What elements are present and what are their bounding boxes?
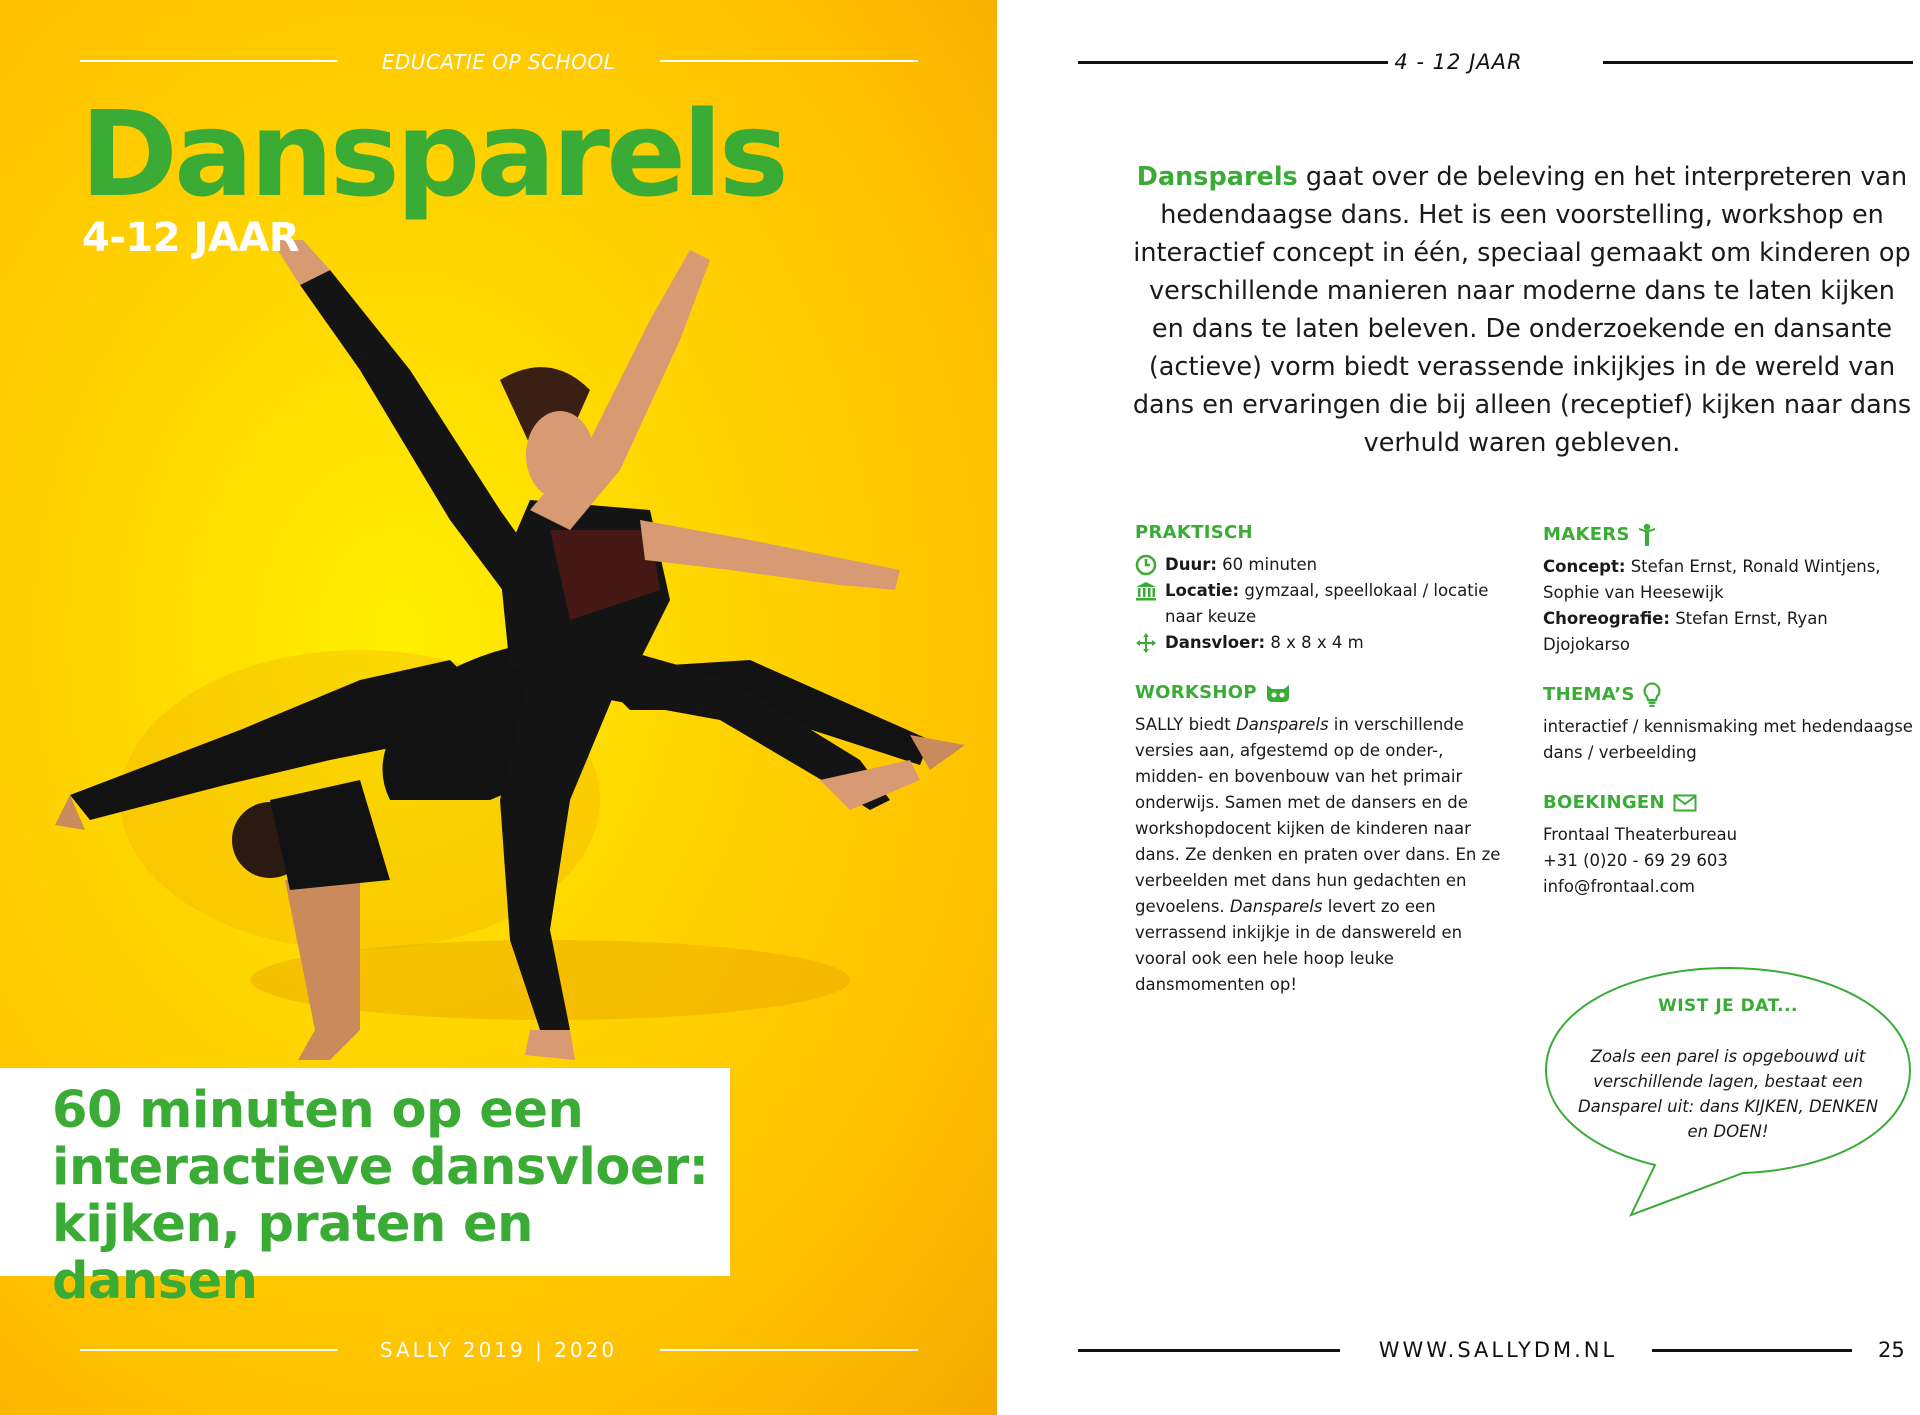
- heading-praktisch: PRAKTISCH: [1135, 522, 1253, 543]
- tagline-box: [0, 1068, 730, 1311]
- mask-icon: [1265, 683, 1291, 703]
- intro-text: gaat over de beleving en het interpreteren van hedendaagse dans. Het is een voorstelling, workshop en interactief concept in één, speciaal gemaakt om kinderen op verschillende manieren naar moderne dans te laten kijken en dans te laten beleven. De onderzoekende en dansante (actieve) vorm biedt verassende inkijkjes in de wereld van dans en ervaringen die bij alleen (receptief) kijken naar dans verhuld waren gebleven.: [1132, 162, 1912, 458]
- info-left-column: [1135, 520, 1505, 1022]
- age-subtitle: 4-12 JAAR: [82, 215, 300, 261]
- age-header: 4 - 12 JAAR: [1394, 50, 1523, 74]
- dancers-photo: [30, 240, 997, 1090]
- heading-workshop: WORKSHOP: [1135, 680, 1505, 706]
- praktisch-item: Dansvloer: 8 x 8 x 4 m: [1135, 630, 1505, 656]
- section-praktisch: [1135, 520, 1505, 656]
- section-workshop: [1135, 680, 1505, 998]
- themas-text: interactief / kennismaking met hedendaagse dans / verbeelding: [1543, 717, 1913, 762]
- section-themas: [1543, 682, 1918, 766]
- page-title: Dansparels: [80, 85, 785, 223]
- footer-website-link[interactable]: WWW.SALLYDM.NL: [1378, 1338, 1618, 1362]
- wist-je-dat-title: WIST JE DAT...: [1657, 996, 1799, 1016]
- person-icon: [1638, 523, 1656, 547]
- info-right-column: [1543, 522, 1918, 924]
- building-icon: [1135, 578, 1165, 604]
- clock-icon: [1135, 552, 1165, 578]
- footer-rule-a: [1078, 1349, 1340, 1352]
- page-number: 25: [1878, 1338, 1905, 1362]
- section-makers: [1543, 522, 1918, 658]
- booking-phone[interactable]: +31 (0)20 - 69 29 603: [1543, 851, 1728, 870]
- tagline: 60 minuten op een interactieve dansvloer: kijken, praten en dansen: [52, 1081, 709, 1311]
- makers-concept: Concept: Stefan Ernst, Ronald Wintjens, Sophie van Heesewijk: [1543, 557, 1881, 602]
- lightbulb-icon: [1643, 682, 1661, 708]
- praktisch-item: Locatie: gymzaal, speellokaal / locatie naar keuze: [1135, 578, 1505, 630]
- footer-rule-b: [1652, 1349, 1852, 1352]
- makers-choreografie: Choreografie: Stefan Ernst, Ryan Djojokarso: [1543, 609, 1828, 654]
- envelope-icon: [1673, 794, 1697, 812]
- move-arrows-icon: [1135, 630, 1165, 656]
- wist-je-dat-text: Zoals een parel is opgebouwd uit verschillende lagen, bestaat een Dansparel uit: dans KIJKEN, DENKEN en DOEN!: [1577, 1047, 1879, 1141]
- heading-makers: MAKERS: [1543, 522, 1918, 548]
- intro-paragraph: [1132, 158, 1912, 462]
- praktisch-item: Duur: 60 minuten: [1135, 552, 1505, 578]
- intro-brand: Dansparels: [1136, 162, 1298, 192]
- workshop-text: SALLY biedt Dansparels in verschillende versies aan, afgestemd op de onder-, midden- en bovenbouw van het primair onderwijs. Samen met de dansers en de workshopdocent kijken de kinderen naar dans. Ze denken en praten over dans. En ze verbeelden met dans hun gedachten en gevoelens. Dansparels levert zo een verrassend inkijkje in de danswereld en vooral ook een hele hoop leuke dansmomenten op!: [1135, 715, 1501, 994]
- booking-agency: Frontaal Theaterbureau: [1543, 825, 1738, 844]
- heading-themas: THEMA’S: [1543, 682, 1918, 708]
- section-boekingen: [1543, 790, 1918, 900]
- section-kicker: EDUCATIE OP SCHOOL: [381, 50, 616, 74]
- footer-publication: SALLY 2019 | 2020: [379, 1338, 618, 1362]
- heading-boekingen: BOEKINGEN: [1543, 790, 1918, 816]
- booking-email[interactable]: info@frontaal.com: [1543, 877, 1695, 896]
